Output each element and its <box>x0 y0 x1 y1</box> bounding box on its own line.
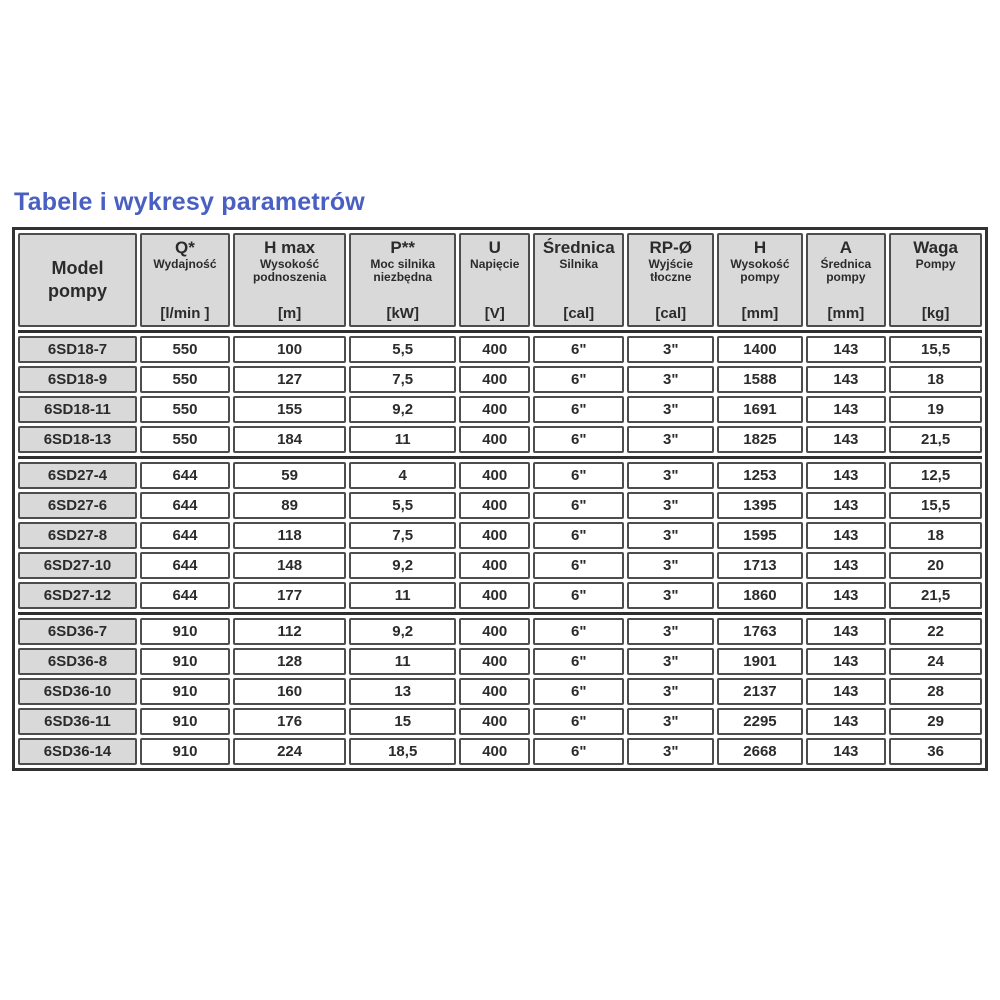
value-cell: 2137 <box>717 678 802 705</box>
column-unit: [kW] <box>386 305 419 322</box>
column-description: Pompy <box>915 256 956 271</box>
column-header <box>806 233 887 327</box>
value-cell: 644 <box>140 582 230 609</box>
value-cell: 5,5 <box>349 336 456 363</box>
table-row <box>18 618 982 645</box>
value-cell: 400 <box>459 708 530 735</box>
value-cell: 3" <box>627 336 714 363</box>
value-cell: 3" <box>627 738 714 765</box>
value-cell: 400 <box>459 552 530 579</box>
column-description: Moc silnika niezbędna <box>370 256 436 285</box>
value-cell: 143 <box>806 462 887 489</box>
value-cell: 19 <box>889 396 982 423</box>
value-cell: 1763 <box>717 618 802 645</box>
value-cell: 7,5 <box>349 522 456 549</box>
value-cell: 550 <box>140 426 230 453</box>
column-unit: [l/min ] <box>160 305 210 322</box>
value-cell: 910 <box>140 648 230 675</box>
value-cell: 155 <box>233 396 346 423</box>
value-cell: 910 <box>140 738 230 765</box>
table-row <box>18 492 982 519</box>
value-cell: 143 <box>806 582 887 609</box>
value-cell: 644 <box>140 552 230 579</box>
value-cell: 6" <box>533 708 624 735</box>
column-description: Napięcie <box>470 256 520 271</box>
column-unit: [cal] <box>563 305 595 322</box>
value-cell: 15 <box>349 708 456 735</box>
column-unit: [mm] <box>741 305 779 322</box>
value-cell: 1860 <box>717 582 802 609</box>
column-symbol: H <box>753 238 767 257</box>
value-cell: 148 <box>233 552 346 579</box>
value-cell: 400 <box>459 492 530 519</box>
parameters-table-frame <box>12 227 988 771</box>
value-cell: 3" <box>627 648 714 675</box>
column-header <box>233 233 346 327</box>
value-cell: 910 <box>140 708 230 735</box>
value-cell: 6" <box>533 618 624 645</box>
value-cell: 22 <box>889 618 982 645</box>
value-cell: 6" <box>533 678 624 705</box>
value-cell: 5,5 <box>349 492 456 519</box>
model-header-line: pompy <box>47 281 107 301</box>
value-cell: 6" <box>533 522 624 549</box>
group-separator <box>18 330 982 333</box>
value-cell: 3" <box>627 618 714 645</box>
table-row <box>18 396 982 423</box>
column-header-content <box>810 236 883 324</box>
value-cell: 143 <box>806 678 887 705</box>
value-cell: 9,2 <box>349 618 456 645</box>
column-header <box>627 233 714 327</box>
column-header-content <box>237 236 342 324</box>
value-cell: 112 <box>233 618 346 645</box>
value-cell: 644 <box>140 522 230 549</box>
model-cell: 6SD27-12 <box>18 582 137 609</box>
value-cell: 3" <box>627 462 714 489</box>
table-row <box>18 738 982 765</box>
value-cell: 400 <box>459 462 530 489</box>
value-cell: 400 <box>459 648 530 675</box>
value-cell: 224 <box>233 738 346 765</box>
value-cell: 6" <box>533 648 624 675</box>
value-cell: 400 <box>459 426 530 453</box>
value-cell: 4 <box>349 462 456 489</box>
column-header-content <box>721 236 798 324</box>
column-header <box>889 233 982 327</box>
value-cell: 400 <box>459 336 530 363</box>
value-cell: 11 <box>349 648 456 675</box>
model-cell: 6SD36-8 <box>18 648 137 675</box>
value-cell: 2295 <box>717 708 802 735</box>
value-cell: 143 <box>806 396 887 423</box>
column-header-content <box>353 236 452 324</box>
table-row <box>18 678 982 705</box>
model-cell: 6SD18-9 <box>18 366 137 393</box>
table-header-row <box>18 233 982 327</box>
value-cell: 143 <box>806 366 887 393</box>
value-cell: 644 <box>140 462 230 489</box>
column-unit: [V] <box>484 305 505 322</box>
column-description: Wysokość podnoszenia <box>252 256 327 285</box>
model-header-line: Model <box>51 257 104 278</box>
group-separator <box>18 612 982 615</box>
model-cell: 6SD18-13 <box>18 426 137 453</box>
value-cell: 6" <box>533 552 624 579</box>
column-description: Średnica pompy <box>820 256 872 285</box>
column-unit: [m] <box>277 305 302 322</box>
value-cell: 3" <box>627 678 714 705</box>
column-header-content <box>631 236 710 324</box>
group-separator-line <box>18 330 982 333</box>
value-cell: 3" <box>627 426 714 453</box>
value-cell: 6" <box>533 582 624 609</box>
value-cell: 1400 <box>717 336 802 363</box>
value-cell: 400 <box>459 678 530 705</box>
model-cell: 6SD18-7 <box>18 336 137 363</box>
value-cell: 400 <box>459 522 530 549</box>
value-cell: 127 <box>233 366 346 393</box>
value-cell: 21,5 <box>889 426 982 453</box>
value-cell: 128 <box>233 648 346 675</box>
column-unit: [kg] <box>921 305 950 322</box>
value-cell: 143 <box>806 708 887 735</box>
value-cell: 6" <box>533 492 624 519</box>
model-cell: 6SD36-14 <box>18 738 137 765</box>
value-cell: 15,5 <box>889 492 982 519</box>
column-header-content <box>537 236 620 324</box>
column-unit: [mm] <box>827 305 865 322</box>
value-cell: 11 <box>349 582 456 609</box>
column-description: Silnika <box>559 256 599 271</box>
value-cell: 20 <box>889 552 982 579</box>
value-cell: 15,5 <box>889 336 982 363</box>
column-header <box>349 233 456 327</box>
value-cell: 400 <box>459 582 530 609</box>
value-cell: 6" <box>533 426 624 453</box>
model-cell: 6SD36-10 <box>18 678 137 705</box>
value-cell: 6" <box>533 462 624 489</box>
model-cell: 6SD18-11 <box>18 396 137 423</box>
value-cell: 21,5 <box>889 582 982 609</box>
table-row <box>18 582 982 609</box>
column-header <box>459 233 530 327</box>
value-cell: 1253 <box>717 462 802 489</box>
value-cell: 59 <box>233 462 346 489</box>
value-cell: 12,5 <box>889 462 982 489</box>
table-row <box>18 426 982 453</box>
value-cell: 11 <box>349 426 456 453</box>
value-cell: 3" <box>627 396 714 423</box>
value-cell: 118 <box>233 522 346 549</box>
column-unit: [cal] <box>655 305 687 322</box>
column-symbol: RP-Ø <box>649 238 692 257</box>
model-cell: 6SD36-7 <box>18 618 137 645</box>
value-cell: 13 <box>349 678 456 705</box>
column-symbol: Q* <box>175 238 195 257</box>
table-row <box>18 648 982 675</box>
value-cell: 100 <box>233 336 346 363</box>
value-cell: 400 <box>459 366 530 393</box>
value-cell: 24 <box>889 648 982 675</box>
value-cell: 143 <box>806 738 887 765</box>
value-cell: 176 <box>233 708 346 735</box>
value-cell: 9,2 <box>349 396 456 423</box>
value-cell: 184 <box>233 426 346 453</box>
column-symbol: H max <box>264 238 316 257</box>
value-cell: 550 <box>140 396 230 423</box>
group-separator-line <box>18 456 982 459</box>
value-cell: 89 <box>233 492 346 519</box>
value-cell: 550 <box>140 336 230 363</box>
table-row <box>18 462 982 489</box>
table-row <box>18 708 982 735</box>
parameters-table-body <box>18 233 982 765</box>
value-cell: 1395 <box>717 492 802 519</box>
column-description: Wydajność <box>153 256 217 271</box>
value-cell: 29 <box>889 708 982 735</box>
value-cell: 9,2 <box>349 552 456 579</box>
value-cell: 910 <box>140 618 230 645</box>
column-header <box>533 233 624 327</box>
value-cell: 400 <box>459 396 530 423</box>
value-cell: 3" <box>627 708 714 735</box>
table-row <box>18 522 982 549</box>
column-symbol: Waga <box>913 238 958 257</box>
value-cell: 18 <box>889 366 982 393</box>
column-header-content <box>893 236 978 324</box>
column-header-content <box>144 236 226 324</box>
value-cell: 6" <box>533 336 624 363</box>
model-cell: 6SD27-10 <box>18 552 137 579</box>
column-symbol: P** <box>390 238 415 257</box>
value-cell: 400 <box>459 738 530 765</box>
table-row <box>18 366 982 393</box>
value-cell: 143 <box>806 618 887 645</box>
value-cell: 18,5 <box>349 738 456 765</box>
value-cell: 400 <box>459 618 530 645</box>
value-cell: 1825 <box>717 426 802 453</box>
value-cell: 3" <box>627 552 714 579</box>
value-cell: 1588 <box>717 366 802 393</box>
column-description: Wyjście tłoczne <box>648 256 693 285</box>
value-cell: 1595 <box>717 522 802 549</box>
value-cell: 36 <box>889 738 982 765</box>
page-title: Tabele i wykresy parametrów <box>14 188 365 216</box>
column-header-model <box>18 233 137 327</box>
value-cell: 550 <box>140 366 230 393</box>
table-row <box>18 552 982 579</box>
value-cell: 18 <box>889 522 982 549</box>
value-cell: 644 <box>140 492 230 519</box>
value-cell: 1713 <box>717 552 802 579</box>
value-cell: 143 <box>806 522 887 549</box>
value-cell: 160 <box>233 678 346 705</box>
column-symbol: U <box>488 238 501 257</box>
column-symbol: A <box>839 238 853 257</box>
value-cell: 2668 <box>717 738 802 765</box>
value-cell: 6" <box>533 396 624 423</box>
value-cell: 143 <box>806 552 887 579</box>
value-cell: 177 <box>233 582 346 609</box>
value-cell: 143 <box>806 426 887 453</box>
value-cell: 28 <box>889 678 982 705</box>
column-header <box>717 233 802 327</box>
column-header <box>140 233 230 327</box>
value-cell: 3" <box>627 522 714 549</box>
column-header-content <box>463 236 526 324</box>
value-cell: 3" <box>627 582 714 609</box>
table-row <box>18 336 982 363</box>
value-cell: 1901 <box>717 648 802 675</box>
value-cell: 1691 <box>717 396 802 423</box>
value-cell: 6" <box>533 366 624 393</box>
value-cell: 143 <box>806 336 887 363</box>
parameters-table <box>15 230 985 768</box>
model-cell: 6SD36-11 <box>18 708 137 735</box>
group-separator <box>18 456 982 459</box>
value-cell: 7,5 <box>349 366 456 393</box>
model-cell: 6SD27-8 <box>18 522 137 549</box>
value-cell: 910 <box>140 678 230 705</box>
model-cell: 6SD27-6 <box>18 492 137 519</box>
value-cell: 3" <box>627 492 714 519</box>
column-description: Wysokość pompy <box>730 256 790 285</box>
model-cell: 6SD27-4 <box>18 462 137 489</box>
value-cell: 3" <box>627 366 714 393</box>
value-cell: 143 <box>806 648 887 675</box>
value-cell: 143 <box>806 492 887 519</box>
value-cell: 6" <box>533 738 624 765</box>
group-separator-line <box>18 612 982 615</box>
column-symbol: Średnica <box>542 238 615 257</box>
